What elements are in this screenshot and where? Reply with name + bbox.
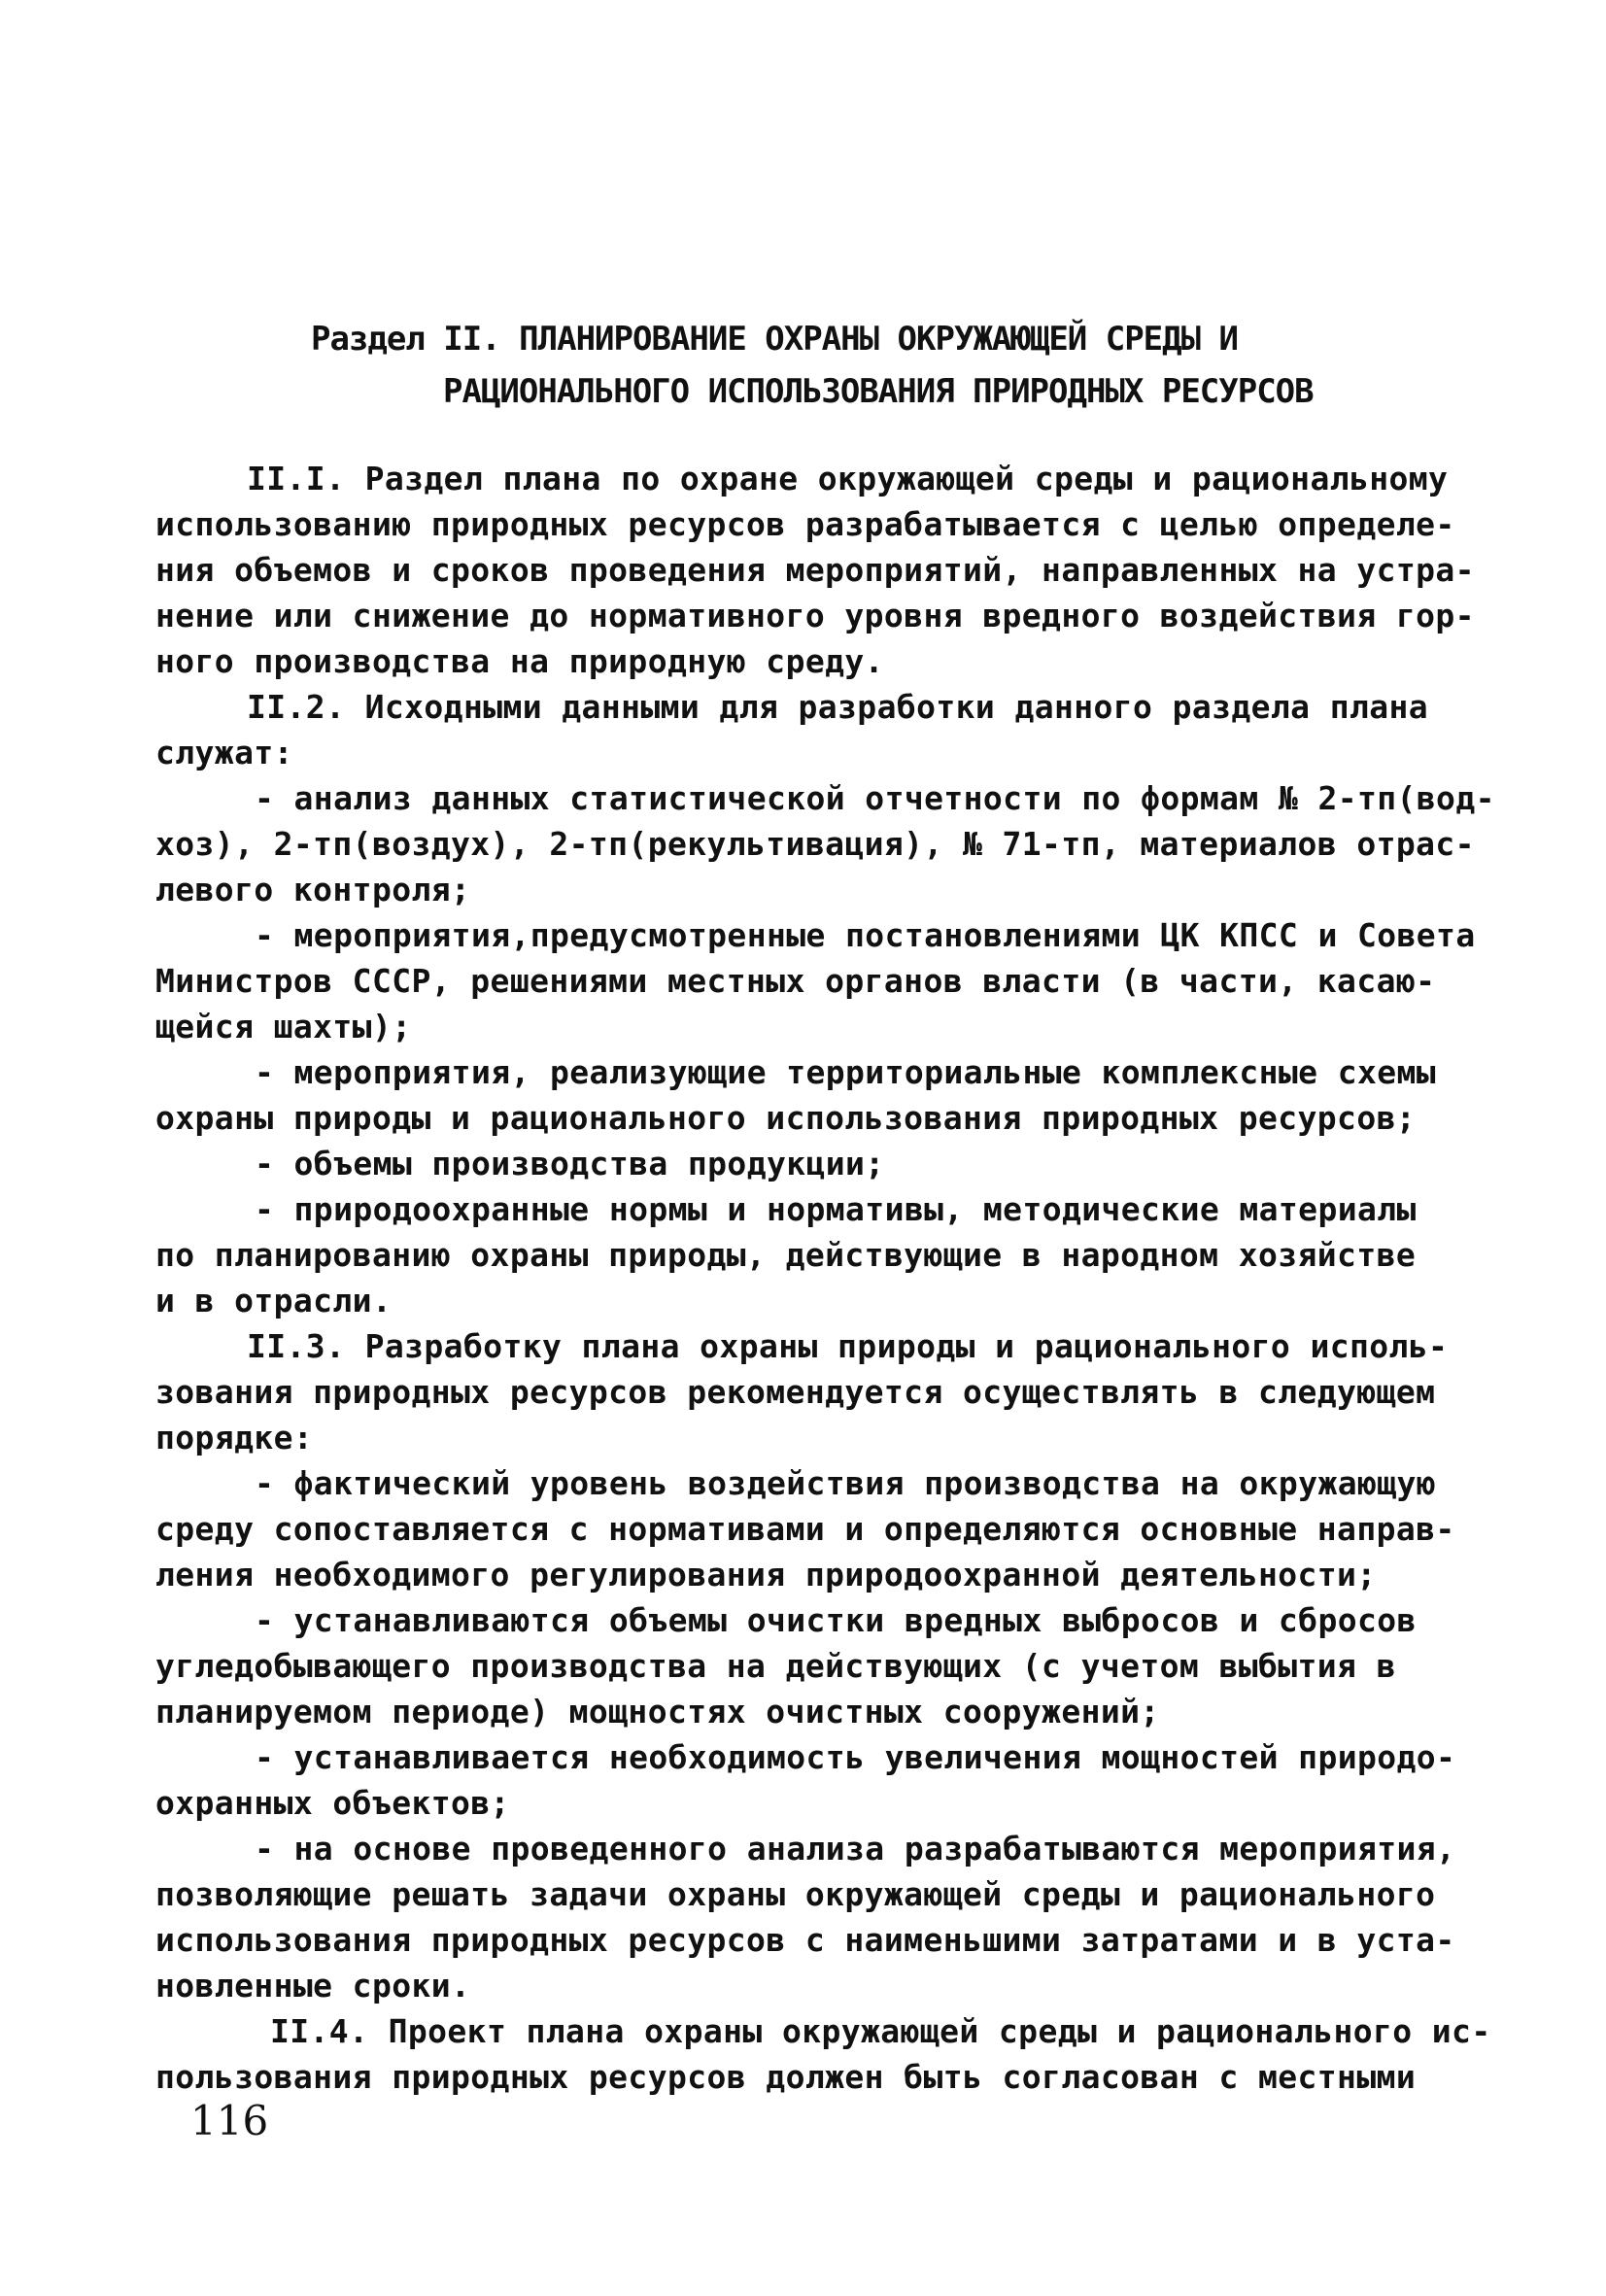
list-item-line: левого контроля; bbox=[155, 871, 471, 908]
list-item-line: угледобывающего производства на действующих (с учетом выбытия в bbox=[155, 1647, 1396, 1685]
paragraph-line: II.4. Проект плана охраны окружающей среды и рационального ис- bbox=[270, 2012, 1491, 2050]
paragraph-line: нение или снижение до нормативного уровня вредного воздействия гор- bbox=[155, 597, 1475, 634]
list-item-line: - устанавливается необходимость увеличения мощностей природо- bbox=[255, 1738, 1456, 1776]
list-item-line: - на основе проведенного анализа разрабатываются мероприятия, bbox=[255, 1830, 1456, 1868]
paragraph-line: II.3. Разработку плана охраны природы и рационального исполь- bbox=[247, 1327, 1449, 1365]
list-item-line: и в отрасли. bbox=[155, 1282, 393, 1319]
list-item-line: - фактический уровень воздействия производства на окружающую bbox=[255, 1464, 1437, 1502]
paragraph-line: использованию природных ресурсов разрабатывается с целью определе- bbox=[155, 505, 1455, 543]
list-item-line: использования природных ресурсов с наименьшими затратами и в уста- bbox=[155, 1921, 1455, 1959]
list-item-line: новленные сроки. bbox=[155, 1967, 471, 2005]
paragraph-line: служат: bbox=[155, 734, 293, 771]
list-item-line: среду сопоставляется с нормативами и определяются основные направ- bbox=[155, 1510, 1455, 1548]
list-item-line: - мероприятия, реализующие территориальные комплексные схемы bbox=[255, 1053, 1437, 1091]
paragraph-line: зования природных ресурсов рекомендуется осуществлять в следующем bbox=[155, 1373, 1436, 1411]
list-item-line: - устанавливаются объемы очистки вредных выбросов и сбросов bbox=[255, 1601, 1417, 1639]
list-item-line: охраны природы и рационального использования природных ресурсов; bbox=[155, 1099, 1417, 1137]
list-item-line: - природоохранные нормы и нормативы, методические материалы bbox=[255, 1190, 1417, 1228]
paragraph-line: II.I. Раздел плана по охране окружающей среды и рациональному bbox=[247, 460, 1449, 497]
list-item-line: - анализ данных статистической отчетности по формам № 2-тп(вод- bbox=[255, 779, 1495, 817]
list-item-line: щейся шахты); bbox=[155, 1008, 412, 1045]
heading-line-1: Раздел II. ПЛАНИРОВАНИЕ ОХРАНЫ ОКРУЖАЮЩЕЙ СРЕДЫ И bbox=[311, 320, 1239, 359]
list-item-line: планируемом периоде) мощностях очистных сооружений; bbox=[155, 1693, 1160, 1731]
list-item-line: по планированию охраны природы, действующие в народном хозяйстве bbox=[155, 1236, 1417, 1274]
page-number: 116 bbox=[190, 2097, 269, 2144]
list-item-line: - мероприятия,предусмотренные постановлениями ЦК КПСС и Совета bbox=[255, 916, 1476, 954]
paragraph-line: II.2. Исходными данными для разработки данного раздела плана bbox=[247, 688, 1429, 726]
heading-line-2: РАЦИОНАЛЬНОГО ИСПОЛЬЗОВАНИЯ ПРИРОДНЫХ РЕСУРСОВ bbox=[443, 372, 1314, 411]
list-item-line: - объемы производства продукции; bbox=[255, 1145, 885, 1182]
list-item-line: хоз), 2-тп(воздух), 2-тп(рекультивация), № 71-тп, материалов отрас- bbox=[155, 825, 1475, 863]
paragraph-line: ного производства на природную среду. bbox=[155, 642, 884, 680]
section-heading bbox=[311, 313, 1399, 418]
list-item-line: охранных объектов; bbox=[155, 1784, 510, 1822]
list-item-line: Министров СССР, решениями местных органов власти (в части, касаю- bbox=[155, 962, 1436, 1000]
list-item-line: позволяющие решать задачи охраны окружающей среды и рационального bbox=[155, 1875, 1436, 1913]
list-item-line: ления необходимого регулирования природоохранной деятельности; bbox=[155, 1556, 1377, 1593]
paragraph-line: порядке: bbox=[155, 1419, 314, 1456]
paragraph-line: пользования природных ресурсов должен быть согласован с местными bbox=[155, 2058, 1417, 2096]
paragraph-line: ния объемов и сроков проведения мероприятий, направленных на устра- bbox=[155, 551, 1475, 589]
